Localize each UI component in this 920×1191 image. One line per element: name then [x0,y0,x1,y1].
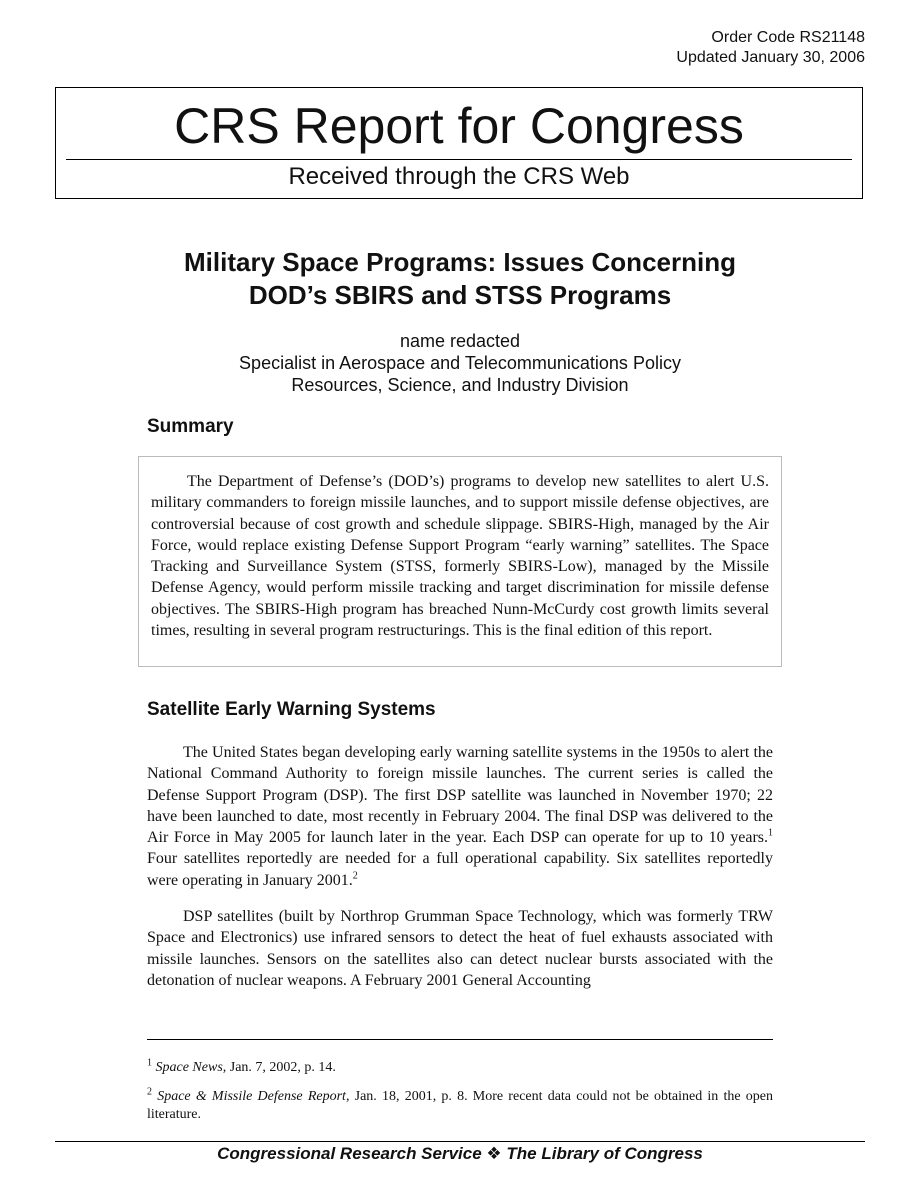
order-code-block [676,28,865,68]
footnote-detail: , Jan. 7, 2002, p. 14. [222,1060,336,1075]
footnote-divider [147,1039,773,1040]
footnote-detail: , Jan. 18, 2001, p. 8. More recent data could not be obtained in the open literature. [147,1089,774,1122]
updated-date: Updated January 30, 2006 [676,49,865,66]
footnote-source: Space News [155,1060,223,1075]
summary-text: The Department of Defense’s (DOD’s) programs to develop new satellites to alert U.S. military commanders to foreign missile launches, and to support missile defense objectives, are controversial because of cost growth and schedule slippage. SBIRS-High, managed by the Air Force, would replace existing Defense Support Program “early warning” satellites. The Space Tracking and Surveillance System (STSS, formerly SBIRS-Low), managed by the Missile Defense Agency, would perform missile tracking and target discrimination for missile defense objectives. The SBIRS-High program has breached Nunn-McCurdy cost growth limits several times, resulting in several program restructurings. This is the final edition of this report. [151,473,769,640]
summary-box [138,456,782,667]
report-title-line-1: Military Space Programs: Issues Concerning [184,247,736,277]
diamond-icon: ❖ [486,1144,502,1163]
footnote-1 [147,1059,773,1077]
author-block [100,330,820,396]
footnote-2 [147,1088,773,1124]
masthead [55,87,863,199]
author-name: name redacted [399,331,521,351]
footnote-number: 1 [147,1057,152,1069]
footnote-ref-1[interactable]: 1 [768,827,773,839]
para1-text-b: Four satellites reportedly are needed for a full operational capability. Six satellites reportedly were operating in January 2001. [147,850,773,889]
page-footer [0,1143,920,1165]
author-division: Resources, Science, and Industry Division [291,375,629,395]
body-paragraph-1 [147,742,773,891]
footnote-number: 2 [147,1086,152,1098]
summary-heading: Summary [147,416,234,437]
footnote-ref-2[interactable]: 2 [352,870,358,882]
section-heading: Satellite Early Warning Systems [147,699,436,720]
footer-divider [55,1141,865,1142]
footer-library: The Library of Congress [506,1144,703,1163]
order-code: Order Code RS21148 [711,29,865,46]
body-paragraph-2: DSP satellites (built by Northrop Grumman Space Technology, which was formerly TRW Space and Electronics) use infrared sensors to detect the heat of fuel exhausts associated with missile launches. Sensors on the satellites also can detect nuclear bursts associated with the detonation of nuclear weapons. A February 2001 General Accounting [147,908,773,989]
footer-org: Congressional Research Service [217,1144,482,1163]
masthead-divider [66,159,852,160]
author-position: Specialist in Aerospace and Telecommunications Policy [239,353,681,373]
masthead-title: CRS Report for Congress [174,98,744,154]
report-title [100,246,820,312]
para1-text-a: The United States began developing early warning satellite systems in the 1950s to alert the National Command Authority to foreign missile launches. The current series is called the Defense Support Program (DSP). The first DSP satellite was launched in November 1970; 22 have been launched to date, most recently in February 2004. The final DSP was delivered to the Air Force in May 2005 for launch later in the year. Each DSP can operate for up to 10 years. [147,744,773,847]
masthead-subtitle: Received through the CRS Web [288,163,630,190]
report-title-line-2: DOD’s SBIRS and STSS Programs [248,280,672,310]
footnote-source: Space & Missile Defense Report [157,1089,346,1104]
